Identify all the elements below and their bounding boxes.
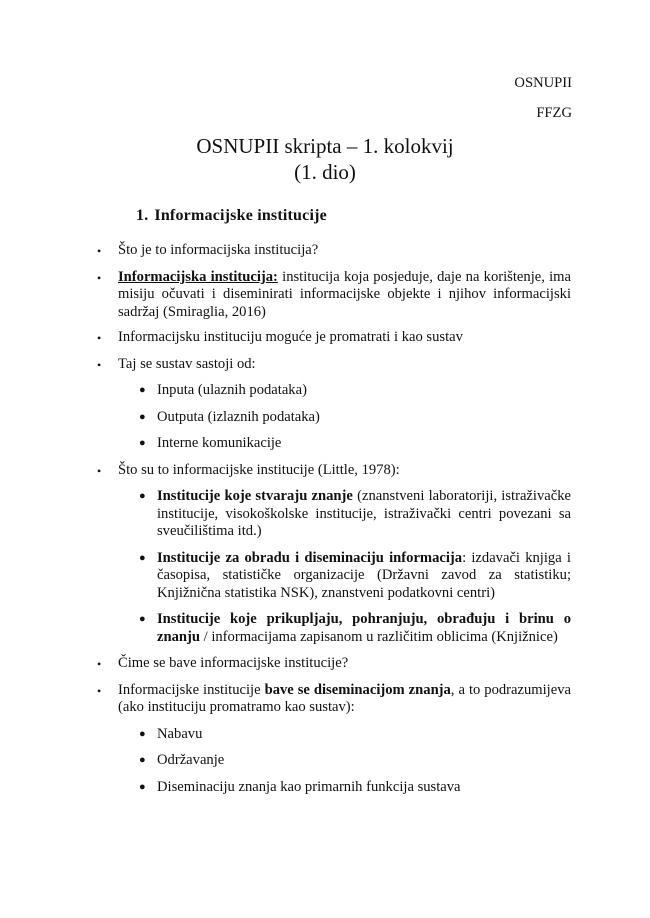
dot-bullet-icon: ● <box>139 410 146 423</box>
dot-bullet-icon: ● <box>139 551 146 564</box>
list-item <box>0 242 650 260</box>
list-item <box>0 550 650 603</box>
sub-item-output: Outputa (izlaznih podataka) <box>157 408 320 425</box>
dot-bullet-icon: ● <box>139 437 146 449</box>
bullet-icon: • <box>97 357 102 372</box>
question-what-do-they-do: Čime se bave informacijske institucije? <box>118 655 349 671</box>
definition-paragraph <box>118 269 571 322</box>
dissemination-paragraph <box>118 682 571 717</box>
institution-type-3 <box>157 611 571 646</box>
institution-type-1-title: Institucije koje stvaraju znanje <box>157 488 353 504</box>
list-item <box>0 382 650 400</box>
dissemination-pre: Informacijske institucije <box>118 681 265 698</box>
system-statement: Informacijsku instituciju moguće je promatrati i kao sustav <box>118 329 463 345</box>
institution-type-3-title: Institucije koje prikupljaju, pohranjuju, obrađuju i brinu o znanju <box>157 611 571 645</box>
question-what-is-institution: Što je to informacijska institucija? <box>118 242 319 258</box>
list-item <box>0 488 650 541</box>
bullet-icon: • <box>97 331 102 345</box>
definition-term: Informacijska institucija: <box>118 268 278 285</box>
dissemination-bold: bave se diseminacijom znanja <box>264 681 451 698</box>
list-item <box>0 329 650 347</box>
list-item <box>0 409 650 427</box>
list-item <box>0 356 650 374</box>
sub-item-acquisition: Nabavu <box>157 725 203 742</box>
dot-bullet-icon: ● <box>139 780 146 793</box>
bullet-icon: • <box>97 463 102 478</box>
bullet-icon: • <box>97 244 102 258</box>
institution-type-2 <box>157 550 571 603</box>
section-number: 1. <box>136 207 149 224</box>
list-item <box>0 655 650 673</box>
list-item <box>0 435 650 453</box>
definition-text: institucija koja posjeduje, daje na korištenje, ima misiju očuvati i diseminirati informacijske objekte i njihov informacijski sadržaj (Smiraglia, 2016) <box>118 268 571 320</box>
document-subtitle: (1. dio) <box>294 160 356 184</box>
sub-item-internal: Interne komunikacije <box>157 435 282 451</box>
list-item <box>0 726 650 744</box>
dot-bullet-icon: ● <box>139 384 146 396</box>
bullet-icon: • <box>97 270 102 285</box>
content-list <box>0 242 650 796</box>
list-item <box>0 752 650 770</box>
list-item <box>0 779 650 797</box>
dot-bullet-icon: ● <box>139 613 146 625</box>
institution-type-2-text: : izdavači knjiga i časopisa, statističke organizacije (Državni zavod za statistiku; Knjižnična statistika NSK), znanstveni podatkovni centri) <box>157 549 571 601</box>
header-course-code: OSNUPII <box>514 75 572 91</box>
list-item <box>0 611 650 646</box>
section-heading <box>136 207 327 225</box>
header-faculty: FFZG <box>536 105 572 121</box>
sub-item-maintenance: Održavanje <box>157 752 225 768</box>
list-item <box>0 682 650 717</box>
institution-type-3-text: / informacijama zapisanom u različitim oblicima (Knjižnice) <box>199 628 558 645</box>
sub-item-input: Inputa (ulaznih podataka) <box>157 382 307 398</box>
dot-bullet-icon: ● <box>139 754 146 766</box>
bullet-icon: • <box>97 657 102 671</box>
list-item <box>0 462 650 480</box>
institution-type-2-title: Institucije za obradu i diseminaciju informacija <box>157 549 463 566</box>
document-title: OSNUPII skripta – 1. kolokvij <box>196 134 454 158</box>
list-item <box>0 269 650 322</box>
section-title: Informacijske institucije <box>154 207 327 224</box>
dot-bullet-icon: ● <box>139 490 146 502</box>
dissemination-post: , a to podrazumijeva (ako instituciju promatramo kao sustav): <box>118 681 571 715</box>
institution-type-1-text: (znanstveni laboratoriji, istraživačke institucije, visokoškolske institucije, istraživački centri povezani sa sveučilištima itd.) <box>157 488 571 539</box>
institution-type-1 <box>157 488 571 541</box>
sub-item-dissemination: Diseminaciju znanja kao primarnih funkcija sustava <box>157 778 461 795</box>
system-consists-of: Taj se sustav sastoji od: <box>118 355 256 372</box>
question-institutions-little: Što su to informacijske institucije (Little, 1978): <box>118 461 400 478</box>
bullet-icon: • <box>97 683 102 698</box>
dot-bullet-icon: ● <box>139 727 146 740</box>
